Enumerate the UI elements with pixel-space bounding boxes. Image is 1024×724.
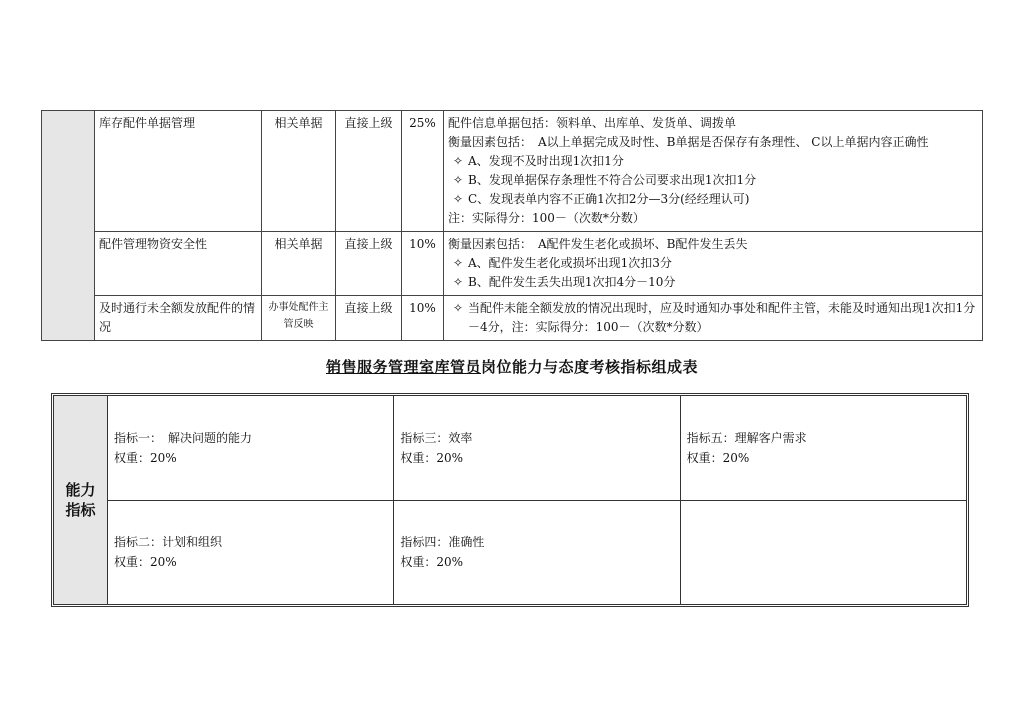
assessor-cell: 直接上级: [336, 232, 402, 296]
assessor-cell: 直接上级: [336, 296, 402, 341]
indicator-cell: [108, 500, 394, 605]
indicator-name: 指标一： 解决问题的能力: [114, 430, 253, 445]
item-cell: 库存配件单据管理: [95, 111, 262, 232]
list-item: ✧ B、配件发生丢失出现1次扣4分－10分: [448, 273, 978, 292]
page-title: [0, 356, 1024, 377]
kpi-table: [41, 110, 983, 341]
weight-cell: 10%: [402, 296, 444, 341]
criteria-cell: [444, 296, 983, 341]
indicator-weight: 权重：20%: [686, 450, 750, 465]
item-cell: 配件管理物资安全性: [95, 232, 262, 296]
criteria-line: 衡量因素包括： A以上单据完成及时性、B单据是否保存有条理性、 C以上单据内容正确性: [448, 135, 929, 149]
indicator-cell: [394, 396, 680, 501]
source-cell: 相关单据: [262, 232, 336, 296]
weight-cell: 10%: [402, 232, 444, 296]
indicator-weight: 权重：20%: [114, 555, 177, 570]
empty-indicator-cell: [680, 500, 966, 605]
criteria-line: 衡量因素包括： A配件发生老化或损坏、B配件发生丢失: [448, 237, 748, 251]
category-cell: [42, 111, 95, 341]
item-cell: 及时通行未全额发放配件的情况: [95, 296, 262, 341]
diamond-bullet-icon: ✧: [452, 275, 464, 289]
table-row: [54, 396, 967, 501]
diamond-bullet-icon: ✧: [452, 301, 464, 315]
indicator-cell: [108, 396, 394, 501]
criteria-cell: [444, 111, 983, 232]
list-item: ✧ A、发现不及时出现1次扣1分: [448, 152, 978, 171]
indicator-name: 指标五：理解客户需求: [686, 430, 807, 445]
indicator-weight: 权重：20%: [114, 450, 177, 465]
list-item: ✧ B、发现单据保存条理性不符合公司要求出现1次扣1分: [448, 171, 978, 190]
score-note: 注：实际得分：100－（次数*分数）: [448, 211, 645, 225]
indicator-name: 指标三：效率: [400, 430, 473, 445]
indicator-name: 指标二：计划和组织: [114, 535, 223, 550]
assessor-cell: 直接上级: [336, 111, 402, 232]
ability-label-line: 能力: [65, 481, 96, 499]
ability-label: [54, 396, 108, 605]
indicator-name: 指标四：准确性: [400, 535, 485, 550]
indicator-weight: 权重：20%: [400, 555, 464, 570]
ability-label-line: 指标: [65, 501, 96, 519]
table-row: [54, 500, 967, 605]
weight-cell: 25%: [402, 111, 444, 232]
list-item: ✧ A、配件发生老化或损坏出现1次扣3分: [448, 254, 978, 273]
indicator-weight: 权重：20%: [400, 450, 464, 465]
diamond-bullet-icon: ✧: [452, 192, 464, 206]
title-rest: 岗位能力与态度考核指标组成表: [481, 358, 699, 376]
title-underlined: 销售服务管理室库管员: [325, 358, 481, 376]
table-row: [42, 232, 983, 296]
indicator-cell: [680, 396, 966, 501]
criteria-cell: [444, 232, 983, 296]
list-item: ✧ C、发现表单内容不正确1次扣2分—3分(经经理认可): [448, 190, 978, 209]
indicator-cell: [394, 500, 680, 605]
table-row: [42, 111, 983, 232]
list-item: ✧ 当配件未能全额发放的情况出现时，应及时通知办事处和配件主管，未能及时通知出现1次扣1分－4分，注：实际得分：100－（次数*分数）: [448, 299, 978, 337]
criteria-line: 配件信息单据包括：领料单、出库单、发货单、调拨单: [448, 116, 737, 130]
ability-table: [53, 395, 967, 605]
table-row: [42, 296, 983, 341]
diamond-bullet-icon: ✧: [452, 173, 464, 187]
ability-table-frame: [51, 393, 969, 607]
diamond-bullet-icon: ✧: [452, 154, 464, 168]
diamond-bullet-icon: ✧: [452, 256, 464, 270]
source-cell: 办事处配件主管反映: [262, 296, 336, 341]
source-cell: 相关单据: [262, 111, 336, 232]
